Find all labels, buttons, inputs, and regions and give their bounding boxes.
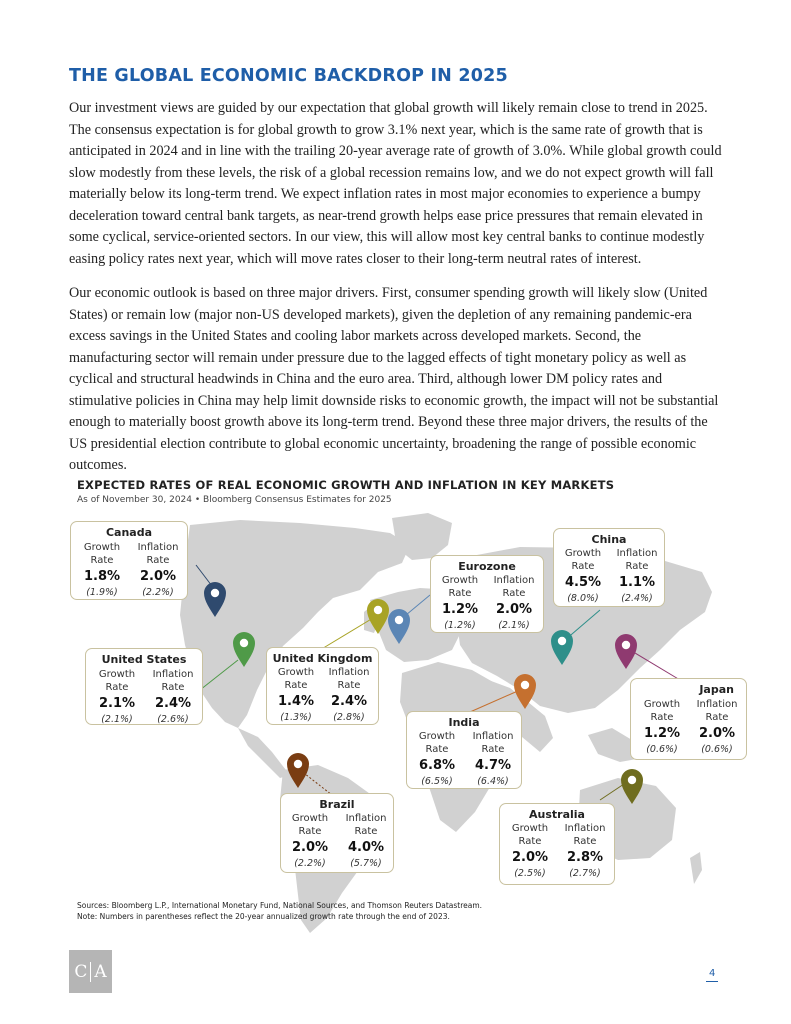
australia-inflation-value: 2.8% bbox=[566, 850, 604, 865]
inflation-rate-label: Inflation Rate bbox=[696, 699, 738, 723]
growth-rate-label: Growth Rate bbox=[291, 813, 329, 837]
eurozone-growth-hist: (1.2%) bbox=[444, 620, 476, 631]
chart-title: EXPECTED RATES OF REAL ECONOMIC GROWTH AND INFLATION IN KEY MARKETS bbox=[77, 478, 615, 492]
note-text: Note: Numbers in parentheses reflect the 20-year annualized growth rate through the end of 2023. bbox=[77, 912, 450, 921]
logo-letter-a: A bbox=[94, 961, 107, 982]
card-australia bbox=[499, 803, 615, 885]
china-inflation-hist: (2.4%) bbox=[621, 593, 653, 604]
japan-inflation-value: 2.0% bbox=[698, 726, 736, 741]
brazil-inflation-hist: (5.7%) bbox=[350, 858, 382, 869]
canada-growth-value: 1.8% bbox=[83, 569, 121, 584]
inflation-rate-label: Inflation Rate bbox=[564, 823, 606, 847]
canada-inflation-hist: (2.2%) bbox=[142, 587, 174, 598]
uk-inflation-hist: (2.8%) bbox=[333, 712, 365, 723]
us-inflation-hist: (2.6%) bbox=[157, 714, 189, 725]
inflation-rate-label: Inflation Rate bbox=[345, 813, 387, 837]
australia-inflation-hist: (2.7%) bbox=[569, 868, 601, 879]
brazil-growth-value: 2.0% bbox=[291, 840, 329, 855]
card-brazil bbox=[280, 793, 394, 873]
card-china-name: China bbox=[591, 533, 627, 546]
inflation-rate-label: Inflation Rate bbox=[152, 669, 194, 693]
card-india-name: India bbox=[448, 716, 480, 729]
section-title: THE GLOBAL ECONOMIC BACKDROP IN 2025 bbox=[69, 66, 508, 86]
us-growth-hist: (2.1%) bbox=[101, 714, 133, 725]
growth-rate-label: Growth Rate bbox=[418, 731, 456, 755]
eurozone-inflation-hist: (2.1%) bbox=[498, 620, 530, 631]
inflation-rate-label: Inflation Rate bbox=[472, 731, 514, 755]
card-united-states-name: United States bbox=[101, 653, 187, 666]
japan-growth-hist: (0.6%) bbox=[646, 744, 678, 755]
japan-growth-value: 1.2% bbox=[643, 726, 681, 741]
eurozone-inflation-value: 2.0% bbox=[495, 602, 533, 617]
growth-rate-label: Growth Rate bbox=[83, 542, 121, 566]
us-growth-value: 2.1% bbox=[98, 696, 136, 711]
japan-inflation-hist: (0.6%) bbox=[701, 744, 733, 755]
china-growth-hist: (8.0%) bbox=[567, 593, 599, 604]
paragraph-drivers: Our economic outlook is based on three major drivers. First, consumer spending growth will likely slow (United States) or remain low (major non-US developed markets), given the depletion of any remaining pandemic-era excess savings in the United States and cooling labor markets across developed markets. Second, the manufacturing sector will remain under pressure due to the lagged effects of tight monetary policy as well as cyclical and structural headwinds in China and the euro area. Third, although lower DM policy rates and stimulative policies in China may help limit downside risks to economic growth, the impact will not be substantial enough to materially boost growth above its long-term trend. Beyond these three major drivers, the results of the US presidential election contribute to global economic uncertainty, broadening the range of possible economic outcomes. bbox=[69, 285, 719, 473]
card-united-kingdom bbox=[266, 647, 379, 725]
india-growth-value: 6.8% bbox=[418, 758, 456, 773]
connector-united-kingdom bbox=[320, 615, 378, 650]
growth-rate-label: Growth Rate bbox=[643, 699, 681, 723]
sources-text: Sources: Bloomberg L.P., International Monetary Fund, National Sources, and Thomson Reuters Datastream. bbox=[77, 901, 483, 910]
paragraph-outlook: Our investment views are guided by our expectation that global growth will likely remain close to trend in 2025. The consensus expectation is for global growth to grow 3.1% next year, which is the same rate of growth that is anticipated in 2024 and in line with the trailing 20-year average rate of growth of 3.0%. While global growth could slow modestly from these levels, the risk of a global recession remains low, and we do not expect growth will fall materially below its long-term trend. We expect inflation rates in most major economies to experience a bumpy deceleration toward central bank targets, as near-trend growth helps ease price pressures that remain elevated in some cyclical, service-oriented sectors. In our view, this will allow most key central banks to continue modestly easing policy rates next year, which will move rates closer to their long-term neutral rates of interest. bbox=[69, 100, 722, 267]
inflation-rate-label: Inflation Rate bbox=[328, 667, 370, 691]
card-united-states bbox=[85, 648, 203, 725]
uk-growth-value: 1.4% bbox=[277, 694, 315, 709]
uk-inflation-value: 2.4% bbox=[330, 694, 368, 709]
card-canada-name: Canada bbox=[105, 526, 153, 539]
eurozone-growth-value: 1.2% bbox=[441, 602, 479, 617]
india-inflation-value: 4.7% bbox=[474, 758, 512, 773]
brazil-inflation-value: 4.0% bbox=[347, 840, 385, 855]
card-united-kingdom-name: United Kingdom bbox=[272, 652, 373, 665]
card-japan bbox=[630, 678, 747, 760]
growth-rate-label: Growth Rate bbox=[277, 667, 315, 691]
card-eurozone-name: Eurozone bbox=[458, 560, 516, 573]
card-canada bbox=[70, 521, 188, 600]
inflation-rate-label: Inflation Rate bbox=[137, 542, 179, 566]
india-growth-hist: (6.5%) bbox=[421, 776, 453, 787]
inflation-rate-label: Inflation Rate bbox=[493, 575, 535, 599]
ca-logo bbox=[69, 950, 112, 993]
china-inflation-value: 1.1% bbox=[618, 575, 656, 590]
india-inflation-hist: (6.4%) bbox=[477, 776, 509, 787]
china-growth-value: 4.5% bbox=[564, 575, 602, 590]
page-number: 4 bbox=[706, 968, 718, 982]
card-brazil-name: Brazil bbox=[319, 798, 355, 811]
logo-letter-c: C bbox=[74, 961, 88, 982]
card-eurozone bbox=[430, 555, 544, 633]
growth-rate-label: Growth Rate bbox=[511, 823, 549, 847]
canada-inflation-value: 2.0% bbox=[139, 569, 177, 584]
us-inflation-value: 2.4% bbox=[154, 696, 192, 711]
card-china bbox=[553, 528, 665, 607]
card-japan-name: Japan bbox=[699, 683, 734, 696]
card-australia-name: Australia bbox=[529, 808, 585, 821]
growth-rate-label: Growth Rate bbox=[441, 575, 479, 599]
growth-rate-label: Growth Rate bbox=[564, 548, 602, 572]
inflation-rate-label: Inflation Rate bbox=[616, 548, 658, 572]
australia-growth-hist: (2.5%) bbox=[514, 868, 546, 879]
logo-divider bbox=[90, 962, 91, 982]
brazil-growth-hist: (2.2%) bbox=[294, 858, 326, 869]
card-india bbox=[406, 711, 522, 789]
canada-growth-hist: (1.9%) bbox=[86, 587, 118, 598]
growth-rate-label: Growth Rate bbox=[98, 669, 136, 693]
australia-growth-value: 2.0% bbox=[511, 850, 549, 865]
chart-sources bbox=[77, 900, 482, 922]
uk-growth-hist: (1.3%) bbox=[280, 712, 312, 723]
chart-subtitle: As of November 30, 2024 • Bloomberg Consensus Estimates for 2025 bbox=[77, 495, 392, 505]
